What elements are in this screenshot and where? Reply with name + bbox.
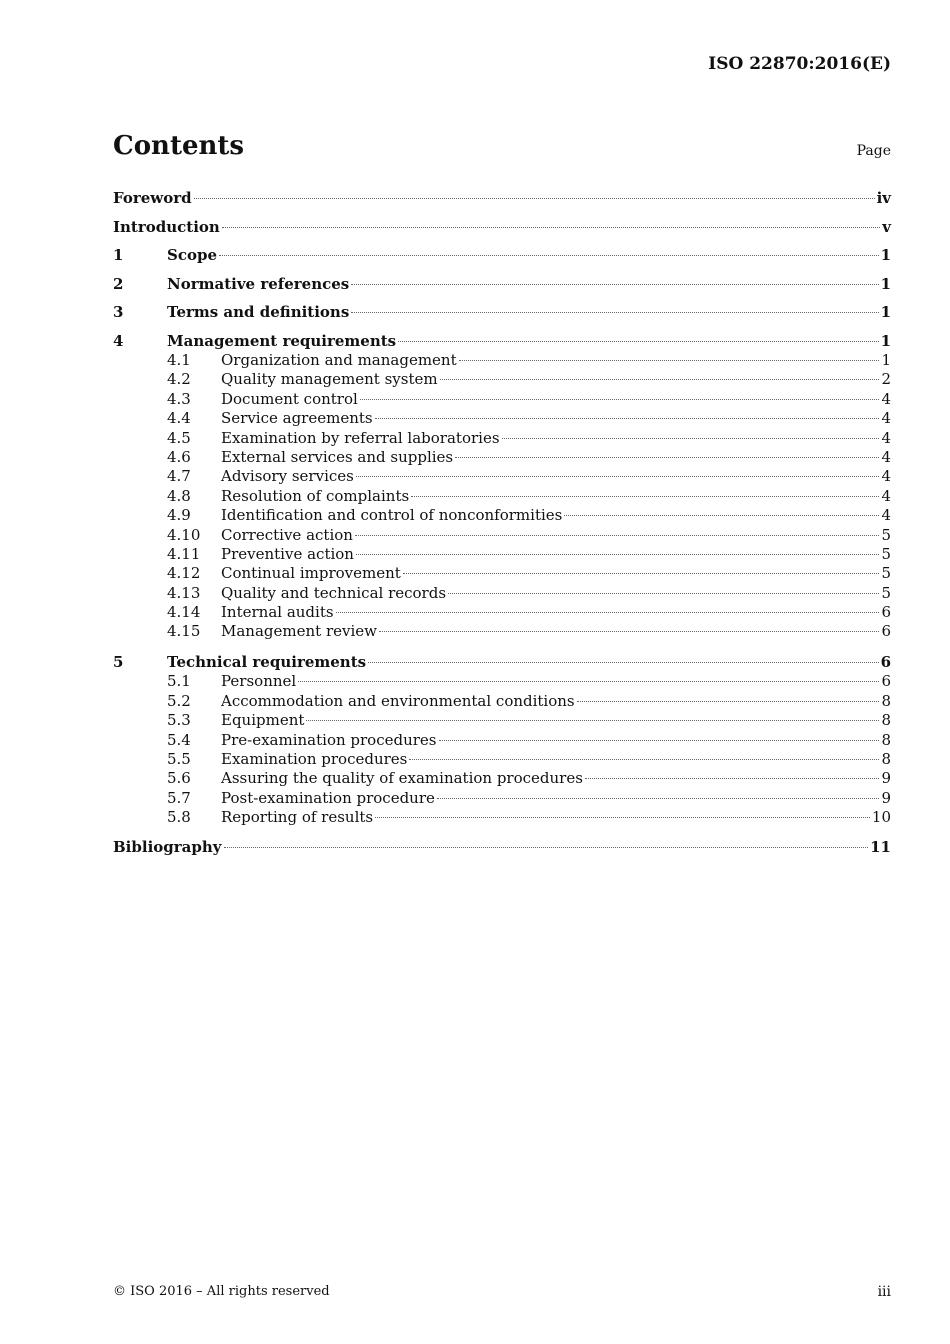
toc-entry-page: 5 xyxy=(881,564,891,583)
dot-leader xyxy=(355,535,880,536)
toc-entry-page: 4 xyxy=(881,506,891,525)
toc-subentry[interactable] xyxy=(113,390,891,409)
dot-leader xyxy=(219,255,879,256)
toc-entry-label: Internal audits xyxy=(221,603,334,622)
toc-entry-page: 4 xyxy=(881,409,891,428)
toc-entry-page: iv xyxy=(876,189,891,207)
toc-entry-page: 1 xyxy=(881,351,891,369)
toc-entry-scope[interactable] xyxy=(113,241,891,270)
toc-subentry[interactable] xyxy=(113,692,891,711)
dot-leader xyxy=(411,496,879,497)
dot-leader xyxy=(351,284,878,285)
dot-leader xyxy=(502,438,880,439)
toc-entry-page: 6 xyxy=(881,622,891,641)
toc-entry-number: 4.11 xyxy=(167,544,201,563)
toc-entry-page: 1 xyxy=(880,246,891,264)
toc-entry-page: 11 xyxy=(870,838,891,857)
toc-entry-page: 10 xyxy=(871,808,891,827)
toc-entry-label: Technical requirements xyxy=(167,652,367,671)
toc-subentry[interactable] xyxy=(113,808,891,827)
toc-entry-number: 4.2 xyxy=(167,370,191,389)
toc-entry-number: 4.1 xyxy=(167,351,191,369)
toc-entry-number: 5.3 xyxy=(167,711,191,730)
toc-entry-label: Pre-examination procedures xyxy=(221,730,437,749)
toc-entry-label: Quality management system xyxy=(221,370,438,389)
toc-entry-label: Organization and management xyxy=(221,351,457,369)
toc-entry-number: 4.6 xyxy=(167,447,191,466)
toc-subentry[interactable] xyxy=(113,622,891,641)
page-column-label: Page xyxy=(856,143,891,159)
dot-leader xyxy=(351,312,878,313)
toc-entry-page: 4 xyxy=(881,428,891,447)
toc-subentry[interactable] xyxy=(113,603,891,622)
toc-entry-number: 4.13 xyxy=(167,583,201,602)
dot-leader xyxy=(403,573,880,574)
toc-entry-page: 5 xyxy=(881,544,891,563)
toc-entry-label: External services and supplies xyxy=(221,447,454,466)
toc-entry-page: 8 xyxy=(881,749,891,768)
toc-entry-page: 9 xyxy=(881,769,891,788)
dot-leader xyxy=(577,701,880,702)
dot-leader xyxy=(375,817,870,818)
toc-entry-number: 4.8 xyxy=(167,486,191,505)
toc-entry-label: Management review xyxy=(221,622,377,641)
toc-entry-number: 4.10 xyxy=(167,525,201,544)
dot-leader xyxy=(409,759,879,760)
toc-subentry[interactable] xyxy=(113,750,891,769)
toc-entry-label: Personnel xyxy=(221,672,297,691)
toc-entry-label: Post-examination procedure xyxy=(221,788,435,807)
toc-entry-foreword[interactable] xyxy=(113,184,891,213)
toc-subentry[interactable] xyxy=(113,672,891,691)
dot-leader xyxy=(437,798,880,799)
toc-subentry[interactable] xyxy=(113,429,891,448)
toc-entry-number: 5.5 xyxy=(167,749,191,768)
toc-entry-label: Quality and technical records xyxy=(221,583,447,602)
toc-entry-label: Corrective action xyxy=(221,525,353,544)
toc-entry-label: Continual improvement xyxy=(221,564,401,583)
dot-leader xyxy=(356,476,880,477)
toc-entry-number: 4 xyxy=(113,331,124,350)
toc-entry-normative-references[interactable] xyxy=(113,270,891,299)
copyright-notice: © ISO 2016 – All rights reserved xyxy=(113,1284,330,1299)
toc-entry-label: Management requirements xyxy=(167,331,397,350)
toc-subentry[interactable] xyxy=(113,351,891,370)
toc-entry-label: Equipment xyxy=(221,711,305,730)
dot-leader xyxy=(222,227,880,228)
toc-subentry[interactable] xyxy=(113,409,891,428)
table-of-contents xyxy=(113,184,891,862)
toc-entry-number: 5 xyxy=(113,652,124,671)
dot-leader xyxy=(448,593,879,594)
toc-entry-label: Foreword xyxy=(113,189,192,207)
toc-entry-label: Accommodation and environmental conditions xyxy=(221,691,575,710)
toc-entry-page: 4 xyxy=(881,467,891,486)
toc-entry-number: 4.5 xyxy=(167,428,191,447)
toc-entry-page: 9 xyxy=(881,788,891,807)
toc-subentry[interactable] xyxy=(113,506,891,525)
dot-leader xyxy=(298,681,879,682)
toc-entry-label: Service agreements xyxy=(221,409,373,428)
toc-entry-number: 4.12 xyxy=(167,564,201,583)
toc-entry-label: Introduction xyxy=(113,217,220,236)
toc-entry-page: 6 xyxy=(880,652,891,671)
toc-entry-page: 5 xyxy=(881,525,891,544)
toc-entry-terms-and-definitions[interactable] xyxy=(113,298,891,327)
toc-entry-number: 4.9 xyxy=(167,506,191,525)
toc-subentry[interactable] xyxy=(113,545,891,564)
dot-leader xyxy=(368,662,878,663)
toc-entry-page: 2 xyxy=(881,370,891,389)
toc-entry-bibliography[interactable] xyxy=(113,833,891,862)
dot-leader xyxy=(585,778,880,779)
toc-entry-number: 5.1 xyxy=(167,672,191,691)
toc-entry-number: 5.2 xyxy=(167,691,191,710)
toc-entry-label: Scope xyxy=(167,246,218,264)
toc-entry-label: Reporting of results xyxy=(221,808,374,827)
toc-subentry[interactable] xyxy=(113,448,891,467)
toc-entry-page: 8 xyxy=(881,691,891,710)
toc-subentry[interactable] xyxy=(113,584,891,603)
toc-entry-number: 5.6 xyxy=(167,769,191,788)
toc-entry-label: Identification and control of nonconformities xyxy=(221,506,563,525)
toc-entry-label: Resolution of complaints xyxy=(221,486,410,505)
toc-subentry[interactable] xyxy=(113,564,891,583)
dot-leader xyxy=(398,341,878,342)
toc-subentry[interactable] xyxy=(113,487,891,506)
page-number: iii xyxy=(877,1284,891,1300)
toc-entry-introduction[interactable] xyxy=(113,213,891,242)
toc-entry-number: 4.3 xyxy=(167,389,191,408)
document-id: ISO 22870:2016(E) xyxy=(708,54,891,74)
dot-leader xyxy=(379,631,879,632)
page-title: Contents xyxy=(113,131,245,161)
toc-entry-label: Examination by referral laboratories xyxy=(221,428,500,447)
toc-entry-label: Terms and definitions xyxy=(167,303,350,321)
toc-entry-label: Preventive action xyxy=(221,544,354,563)
dot-leader xyxy=(224,847,869,848)
toc-entry-page: 1 xyxy=(880,303,891,321)
toc-entry-page: 1 xyxy=(880,331,891,350)
toc-entry-page: 1 xyxy=(880,274,891,293)
toc-entry-page: 5 xyxy=(881,583,891,602)
dot-leader xyxy=(306,720,879,721)
toc-entry-number: 4.7 xyxy=(167,467,191,486)
toc-subentry[interactable] xyxy=(113,711,891,730)
toc-entry-page: 6 xyxy=(881,603,891,622)
toc-entry-page: 6 xyxy=(881,672,891,691)
toc-entry-label: Advisory services xyxy=(221,467,354,486)
toc-entry-number: 4.15 xyxy=(167,622,201,641)
toc-entry-number: 5.7 xyxy=(167,788,191,807)
dot-leader xyxy=(455,457,879,458)
dot-leader xyxy=(440,379,880,380)
toc-entry-number: 1 xyxy=(113,246,124,264)
toc-entry-page: 4 xyxy=(881,447,891,466)
dot-leader xyxy=(459,360,880,361)
toc-entry-label: Assuring the quality of examination procedures xyxy=(221,769,583,788)
toc-entry-page: v xyxy=(882,217,891,236)
toc-subentry[interactable] xyxy=(113,370,891,389)
toc-entry-number: 4.14 xyxy=(167,603,201,622)
dot-leader xyxy=(336,612,880,613)
toc-entry-label: Normative references xyxy=(167,274,350,293)
toc-entry-number: 3 xyxy=(113,303,124,321)
dot-leader xyxy=(356,554,879,555)
toc-entry-number: 2 xyxy=(113,274,124,293)
dot-leader xyxy=(375,418,880,419)
dot-leader xyxy=(360,399,880,400)
toc-entry-number: 5.8 xyxy=(167,808,191,827)
toc-subentry[interactable] xyxy=(113,467,891,486)
toc-entry-number: 5.4 xyxy=(167,730,191,749)
toc-entry-page: 4 xyxy=(881,389,891,408)
dot-leader xyxy=(194,198,875,199)
dot-leader xyxy=(439,740,880,741)
toc-entry-label: Examination procedures xyxy=(221,749,408,768)
toc-entry-number: 4.4 xyxy=(167,409,191,428)
toc-subentry[interactable] xyxy=(113,731,891,750)
dot-leader xyxy=(564,515,879,516)
toc-entry-page: 8 xyxy=(881,730,891,749)
toc-entry-page: 8 xyxy=(881,711,891,730)
toc-subentry[interactable] xyxy=(113,769,891,788)
toc-entry-label: Document control xyxy=(221,389,358,408)
toc-entry-page: 4 xyxy=(881,486,891,505)
toc-entry-label: Bibliography xyxy=(113,838,222,857)
toc-subentry[interactable] xyxy=(113,789,891,808)
toc-subentry[interactable] xyxy=(113,526,891,545)
